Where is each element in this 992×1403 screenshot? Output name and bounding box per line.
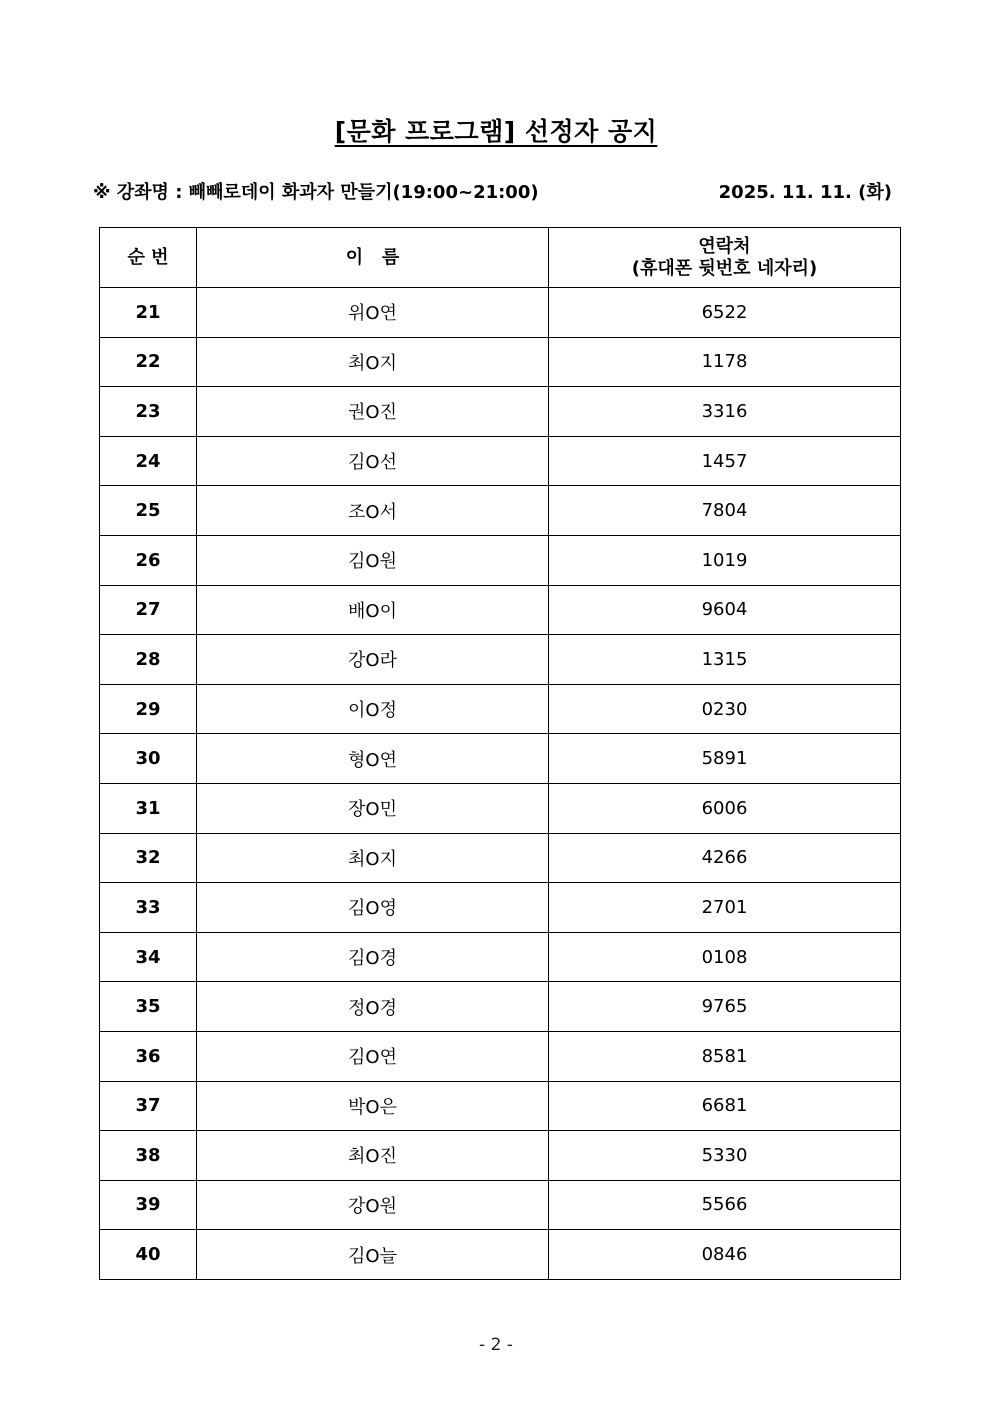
- document-title: [0, 112, 992, 148]
- row-number: 31: [100, 783, 197, 833]
- table-row: [100, 1031, 901, 1081]
- table-row: [100, 585, 901, 635]
- row-name: 김O늘: [197, 1230, 549, 1280]
- row-phone: 1019: [549, 535, 901, 585]
- table-row: [100, 635, 901, 685]
- row-name: 김O연: [197, 1031, 549, 1081]
- row-phone: 3316: [549, 387, 901, 437]
- row-name: 조O서: [197, 486, 549, 536]
- table-row: [100, 486, 901, 536]
- row-name: 강O원: [197, 1180, 549, 1230]
- table-row: [100, 1081, 901, 1131]
- row-number: 40: [100, 1230, 197, 1280]
- row-number: 24: [100, 436, 197, 486]
- table-row: [100, 783, 901, 833]
- row-phone: 1457: [549, 436, 901, 486]
- table-row: [100, 734, 901, 784]
- row-name: 강O라: [197, 635, 549, 685]
- row-phone: 5566: [549, 1180, 901, 1230]
- row-phone: 0846: [549, 1230, 901, 1280]
- row-phone: 6681: [549, 1081, 901, 1131]
- header-name: 이 름: [197, 228, 549, 288]
- table-row: [100, 436, 901, 486]
- row-phone: 4266: [549, 833, 901, 883]
- selection-table: [99, 227, 901, 1280]
- row-number: 35: [100, 982, 197, 1032]
- row-number: 23: [100, 387, 197, 437]
- header-contact: [549, 228, 901, 288]
- table-row: [100, 883, 901, 933]
- row-phone: 0108: [549, 932, 901, 982]
- course-name: ※ 강좌명 : 빼빼로데이 화과자 만들기(19:00~21:00): [93, 182, 539, 203]
- row-name: 정O경: [197, 982, 549, 1032]
- row-name: 권O진: [197, 387, 549, 437]
- row-phone: 0230: [549, 684, 901, 734]
- row-phone: 7804: [549, 486, 901, 536]
- row-phone: 9765: [549, 982, 901, 1032]
- row-number: 39: [100, 1180, 197, 1230]
- table-row: [100, 337, 901, 387]
- row-name: 김O선: [197, 436, 549, 486]
- row-number: 30: [100, 734, 197, 784]
- row-number: 33: [100, 883, 197, 933]
- row-name: 김O영: [197, 883, 549, 933]
- table-header-row: [100, 228, 901, 288]
- row-name: 위O연: [197, 288, 549, 338]
- table-row: [100, 535, 901, 585]
- row-name: 장O민: [197, 783, 549, 833]
- row-number: 26: [100, 535, 197, 585]
- table-row: [100, 932, 901, 982]
- row-name: 최O진: [197, 1131, 549, 1181]
- row-phone: 8581: [549, 1031, 901, 1081]
- table-body: [100, 288, 901, 1280]
- row-phone: 6522: [549, 288, 901, 338]
- row-number: 34: [100, 932, 197, 982]
- header-contact-line2: (휴대폰 뒷번호 네자리): [631, 257, 818, 279]
- row-name: 박O은: [197, 1081, 549, 1131]
- row-phone: 5891: [549, 734, 901, 784]
- row-number: 25: [100, 486, 197, 536]
- table-row: [100, 1230, 901, 1280]
- notice-date: 2025. 11. 11. (화): [718, 182, 892, 203]
- header-contact-line1: 연락처: [698, 235, 751, 257]
- table-row: [100, 288, 901, 338]
- row-phone: 1315: [549, 635, 901, 685]
- table-row: [100, 1131, 901, 1181]
- row-number: 21: [100, 288, 197, 338]
- table-row: [100, 833, 901, 883]
- row-number: 28: [100, 635, 197, 685]
- row-phone: 1178: [549, 337, 901, 387]
- subtitle-row: [93, 178, 892, 206]
- row-name: 김O원: [197, 535, 549, 585]
- row-name: 김O경: [197, 932, 549, 982]
- table-row: [100, 982, 901, 1032]
- row-number: 22: [100, 337, 197, 387]
- row-name: 형O연: [197, 734, 549, 784]
- row-name: 배O이: [197, 585, 549, 635]
- row-number: 32: [100, 833, 197, 883]
- row-number: 27: [100, 585, 197, 635]
- row-phone: 9604: [549, 585, 901, 635]
- table-row: [100, 684, 901, 734]
- row-number: 29: [100, 684, 197, 734]
- row-number: 37: [100, 1081, 197, 1131]
- row-phone: 6006: [549, 783, 901, 833]
- row-number: 36: [100, 1031, 197, 1081]
- row-name: 최O지: [197, 833, 549, 883]
- row-phone: 2701: [549, 883, 901, 933]
- row-number: 38: [100, 1131, 197, 1181]
- header-number: 순 번: [100, 228, 197, 288]
- table-row: [100, 387, 901, 437]
- table-row: [100, 1180, 901, 1230]
- row-phone: 5330: [549, 1131, 901, 1181]
- page-number: - 2 -: [479, 1335, 513, 1355]
- row-name: 이O정: [197, 684, 549, 734]
- row-name: 최O지: [197, 337, 549, 387]
- document-title-text: [문화 프로그램] 선정자 공지: [334, 117, 658, 146]
